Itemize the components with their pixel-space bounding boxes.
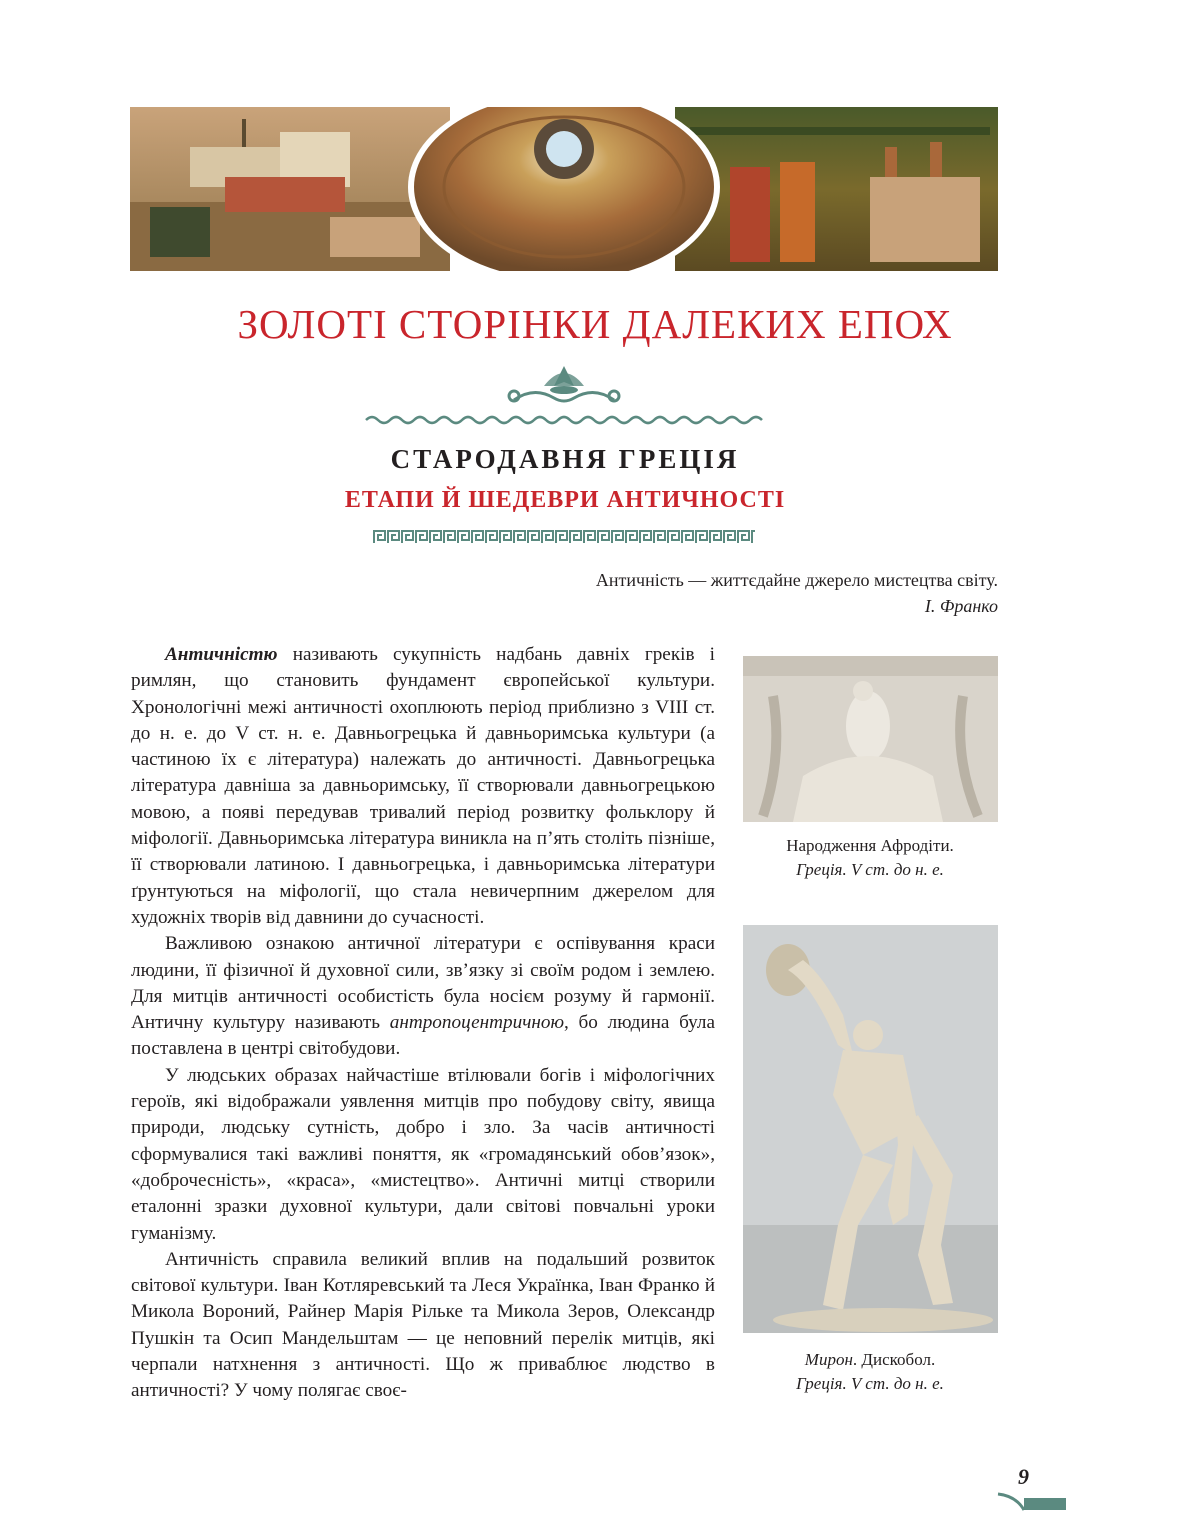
page-title: ЗОЛОТІ СТОРІНКИ ДАЛЕКИХ ЕПОХ: [237, 301, 953, 347]
discobolus-statue-image: [743, 925, 998, 1333]
paragraph-3: У людських образах найчастіше втілювали богів і міфологічних героїв, які відображали уявлення митців про побудову світу, явища природи, людську сутність, добро і зло. За часів античності сформувалися такі важливі поняття, як «громадянський обов’язок», «доброчесність», «краса», «мистецтво». Античні митці створили еталонні зразки духовної культури, дали світові повчальні уроки гуманізму.: [131, 1064, 715, 1244]
page-number: 9: [1018, 1464, 1029, 1489]
epigraph-text: Античність — життєдайне джерело мистецтва світу.: [595, 570, 998, 590]
paragraph-4: Античність справила великий вплив на подальший розвиток світової культури. Іван Котляревський та Леся Українка, Іван Франко й Микола Вороний, Райнер Марія Рільке та Микола Зеров, Олександр Пушкін та Осип Мандельштам — це неповний перелік митців, які черпали натхнення з античності. Що ж приваблює людство в античності? У чому полягає своє-: [131, 1248, 715, 1402]
paragraph-2: Важливою ознакою античної літератури є оспівування краси людини, її фізичної й духовної сили, зв’язку зі своїм родом і землею. Для митців античності особистість була носієм розуму й гармонії. Античну культуру називають антропоцентричною, бо людина була поставлена в центрі світобудови.: [131, 933, 715, 1060]
figure-1-caption: Народження Афродіти. Греція. V ст. до н. е.: [786, 836, 954, 879]
page-number-swash-icon: [996, 1488, 1066, 1518]
section-title: СТАРОДАВНЯ ГРЕЦІЯ: [390, 444, 740, 474]
epigraph-author: І. Франко: [924, 596, 998, 616]
term-antiquity: Античністю: [165, 644, 278, 665]
figure-2-caption: Мирон. Дискобол. Греція. V ст. до н. е.: [796, 1350, 944, 1393]
section-subtitle: ЕТАПИ Й ШЕДЕВРИ АНТИЧНОСТІ: [344, 487, 786, 513]
aphrodite-relief-image: [743, 656, 998, 822]
header-banner-image: [130, 107, 998, 271]
epigraph: [596, 567, 998, 619]
greek-key-border-icon: [373, 530, 755, 544]
paragraph-1: Античністю називають сукупність надбань давніх греків і римлян, що становить фундамент європейської культури. Хронологічні межі античності охоплюють період приблизно з VIII ст. до н. е. до V ст. н. е. Давньогрецька й давньоримська культури (а частиною їх є література) належать до античності. Давньогрецька література давніша за давньоримську, її створювали давньогрецькою мовою, а появі передував тривалий період розвитку фольклору й міфології. Давньоримська література виникла на п’ять століть пізніше, її створювали латиною. І давньогрецька, і давньоримська літератури ґрунтуються на міфології, що стала невичерпним джерелом для художніх творів від давнини до сучасності.: [131, 644, 715, 928]
sculptor-name: Мирон: [804, 1350, 853, 1369]
term-anthropocentric: антропоцентричною: [389, 1012, 565, 1034]
body-text: [131, 642, 715, 1405]
palmette-ornament-icon: [364, 360, 764, 426]
